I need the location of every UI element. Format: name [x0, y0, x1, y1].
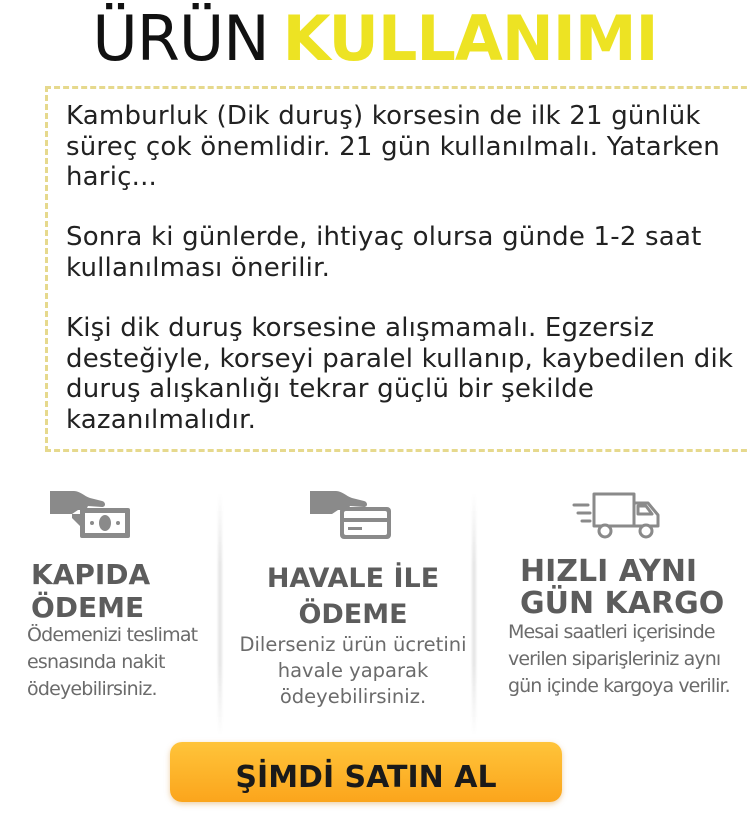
feature-title: HIZLI AYNI GÜN KARGO [520, 554, 725, 621]
feature-bank-transfer [222, 483, 467, 733]
feature-description: Dilerseniz ürün ücretini havale yaparak ödeyebilirsiniz. [239, 633, 467, 708]
usage-paragraph: Kamburluk (Dik duruş) korsesin de ilk 21 günlük süreç çok önemlidir. 21 gün kullanılmalı. Yatarken hariç... [66, 101, 720, 192]
page-title [0, 2, 750, 76]
delivery-truck-icon [572, 491, 662, 541]
usage-paragraph: Kişi dik duruş korsesine alışmamalı. Egzersiz desteğiyle, korseyi paralel kullanıp, kaybedilen dik duruş alışkanlığı tekrar güçlü bir şekilde kazanılmalıdır. [66, 313, 734, 435]
feature-title: HAVALE İLE ÖDEME [266, 563, 440, 630]
card-hand-icon [310, 488, 394, 544]
feature-title: KAPIDA ÖDEME [31, 558, 151, 624]
title-bold: KULLANIMI [282, 2, 658, 75]
feature-description: Ödemenizi teslimat esnasında nakit ödeyebilirsiniz. [27, 624, 198, 700]
feature-cash-on-delivery [0, 483, 245, 733]
feature-same-day-shipping [475, 483, 730, 733]
buy-now-button[interactable]: ŞİMDİ SATIN AL [170, 742, 562, 802]
title-light: ÜRÜN [92, 2, 269, 75]
feature-description: Mesai saatleri içerisinde verilen siparişleriniz aynı gün içinde kargoya verilir. [508, 621, 730, 697]
usage-paragraph: Sonra ki günlerde, ihtiyaç olursa günde 1-2 saat kullanılması önerilir. [66, 222, 702, 283]
cash-hand-icon [50, 488, 134, 544]
